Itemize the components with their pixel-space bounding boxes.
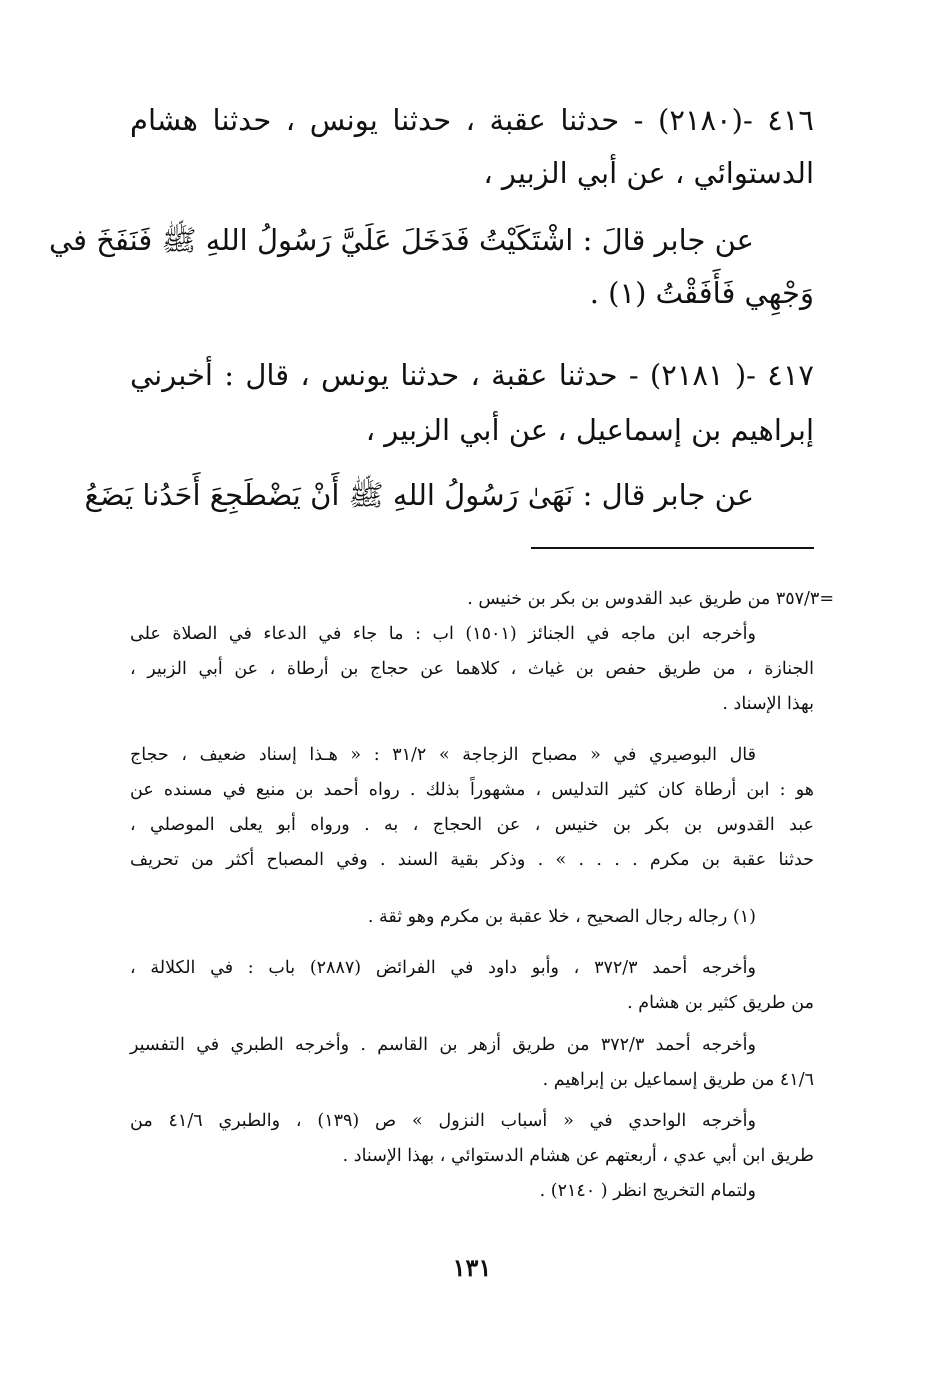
footnote-ibn-majah-line-2: الجنازة ، من طريق حفص بن غياث ، كلاهما عن حجاج بن أرطاة ، عن أبي الزبير ، <box>130 659 814 679</box>
footnote-ahmad-azhar-line-2: ٤١/٦ من طريق إسماعيل بن إبراهيم . <box>542 1070 814 1090</box>
footnote-ibn-majah-line-1: وأخرجه ابن ماجه في الجنائز (١٥٠١) اب : ما جاء في الدعاء في الصلاة على <box>130 624 756 644</box>
hadith-417-isnad-line-2: إبراهيم بن إسماعيل ، عن أبي الزبير ، <box>365 413 814 447</box>
footnote-ahmad-line-1: وأخرجه أحمد ٣٧٢/٣ ، وأبو داود في الفرائض (٢٨٨٧) باب : في الكلالة ، <box>130 958 756 978</box>
footnote-busiri-line-4: حدثنا عقبة بن مكرم . . . . » . وذكر بقية السند . وفي المصباح أكثر من تحريف <box>130 850 814 870</box>
hadith-416-matn-line-1: عن جابر قالَ : اشْتَكَيْتُ فَدَخَلَ عَلَيَّ رَسُولُ اللهِ ﷺ فَنَفَخَ في <box>48 223 754 257</box>
hadith-417-matn-line-1: عن جابر قال : نَهَىٰ رَسُولُ اللهِ ﷺ أَنْ يَضْطَجِعَ أَحَدُنا يَضَعُ <box>84 478 754 512</box>
footnote-divider <box>531 547 814 549</box>
footnote-ahmad-line-2: من طريق كثير بن هشام . <box>627 993 814 1013</box>
hadith-416-isnad-line-2: الدستوائي ، عن أبي الزبير ، <box>483 156 814 190</box>
footnote-busiri-line-2: هو : ابن أرطاة كان كثير التدليس ، مشهوراً بذلك . رواه أحمد بن منيع في مسنده عن <box>130 780 814 800</box>
page-number: ١٣١ <box>452 1253 492 1282</box>
footnote-wahidi-line-1: وأخرجه الواحدي في « أسباب النزول » ص (١٣٩) ، والطبري ٤١/٦ من <box>130 1111 756 1131</box>
footnote-1: (١) رجاله رجال الصحيح ، خلا عقبة بن مكرم وهو ثقة . <box>367 907 756 927</box>
hadith-417-isnad-line-1: ٤١٧ -( ٢١٨١) - حدثنا عقبة ، حدثنا يونس ، قال : أخبرني <box>130 358 814 392</box>
hadith-416-isnad-line-1: ٤١٦ -(٢١٨٠) - حدثنا عقبة ، حدثنا يونس ، حدثنا هشام <box>130 103 814 137</box>
hadith-416-matn-line-2: وَجْهِي فَأَفَقْتُ (١) . <box>589 276 814 310</box>
footnote-busiri-line-3: عبد القدوس بن بكر بن خنيس ، عن الحجاج ، به . ورواه أبو يعلى الموصلي ، <box>130 815 814 835</box>
footnote-ibn-majah-line-3: بهذا الإسناد . <box>722 694 814 714</box>
footnote-wahidi-line-2: طريق ابن أبي عدي ، أربعتهم عن هشام الدستوائي ، بهذا الإسناد . <box>342 1146 814 1166</box>
footnote-busiri-line-1: قال البوصيري في « مصباح الزجاجة » ٣١/٢ : « هـذا إسناد ضعيف ، حجاج <box>130 745 756 765</box>
footnote-wahidi-line-3: ولتمام التخريج انظر ( ٢١٤٠) . <box>539 1181 756 1201</box>
footnote-continuation: =٣٥٧/٣ من طريق عبد القدوس بن بكر بن خنيس . <box>467 589 834 609</box>
footnote-ahmad-azhar-line-1: وأخرجه أحمد ٣٧٢/٣ من طريق أزهر بن القاسم . وأخرجه الطبري في التفسير <box>130 1035 756 1055</box>
